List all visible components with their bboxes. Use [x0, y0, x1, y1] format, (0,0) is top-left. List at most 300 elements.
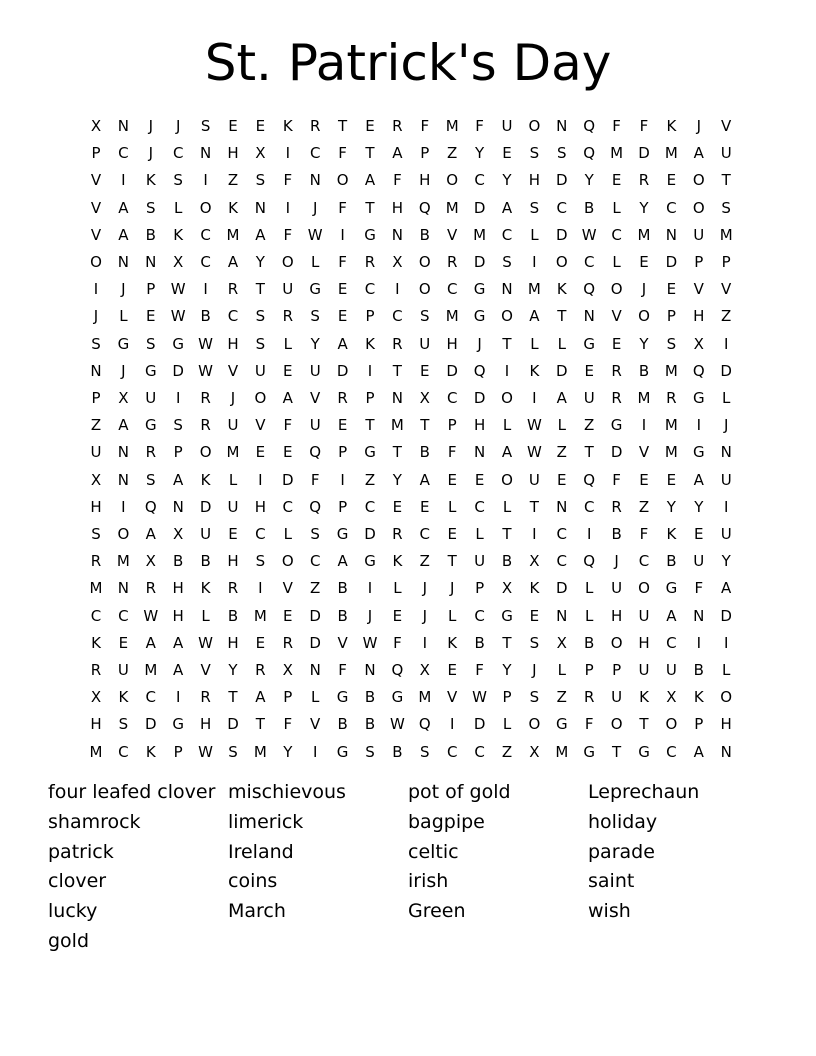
grid-letter: K [529, 579, 540, 598]
grid-letter: E [228, 525, 238, 543]
grid-letter: I [367, 579, 373, 598]
grid-letter: P [694, 253, 704, 271]
grid-letter: F [639, 117, 649, 135]
grid-letter: D [199, 497, 212, 516]
grid-letter: G [309, 280, 321, 299]
grid-letter: U [90, 443, 102, 462]
grid-letter: D [309, 606, 321, 625]
grid-letter: J [148, 117, 154, 135]
grid-letter: O [692, 171, 705, 190]
grid-letter: U [254, 361, 266, 380]
grid-letter: F [283, 715, 293, 734]
grid-letter: H [227, 144, 239, 163]
grid-letter: L [557, 661, 566, 679]
grid-letter: F [283, 416, 293, 435]
grid-letter: V [227, 361, 239, 380]
grid-letter: Q [583, 144, 596, 163]
grid-letter: A [666, 606, 677, 625]
grid-letter: J [641, 280, 647, 299]
grid-letter: X [173, 525, 184, 543]
grid-letter: W [307, 225, 323, 244]
grid-letter: O [418, 253, 431, 271]
grid-letter: L [201, 606, 210, 625]
grid-letter: A [337, 334, 348, 353]
grid-letter: G [364, 443, 376, 462]
grid-letter: W [198, 334, 214, 353]
grid-letter: P [721, 253, 731, 271]
grid-letter: X [282, 661, 293, 679]
grid-letter: K [639, 688, 649, 707]
grid-letter: S [255, 307, 266, 326]
grid-letter: I [258, 470, 263, 489]
grid-letter: C [364, 497, 376, 516]
grid-letter: X [90, 470, 102, 489]
grid-letter: D [473, 253, 486, 271]
grid-letter: V [638, 443, 650, 462]
grid-letter: S [255, 334, 266, 353]
grid-letter: T [338, 117, 348, 135]
grid-letter: F [475, 117, 484, 135]
grid-letter: R [145, 579, 157, 598]
grid-letter: F [338, 198, 347, 217]
grid-letter: E [502, 144, 512, 163]
grid-letter: L [612, 198, 621, 217]
grid-letter: C [501, 225, 513, 244]
grid-letter: S [228, 742, 238, 761]
grid-letter: I [258, 579, 263, 598]
grid-letter: N [90, 361, 102, 380]
grid-letter: E [420, 361, 430, 380]
grid-letter: J [230, 389, 236, 407]
grid-letter: O [199, 443, 212, 462]
grid-letter: Q [418, 198, 431, 217]
grid-letter: P [91, 389, 101, 407]
word-list-item: holiday [588, 810, 658, 833]
grid-letter: W [472, 688, 488, 707]
grid-letter: I [723, 497, 729, 516]
grid-letter: C [666, 633, 677, 652]
grid-letter: S [310, 525, 320, 543]
grid-letter: W [170, 307, 186, 326]
grid-letter: K [693, 688, 704, 707]
grid-letter: O [528, 715, 541, 734]
word-list-item: clover [48, 870, 107, 893]
grid-letter: H [446, 334, 458, 353]
grid-letter: B [392, 742, 403, 761]
grid-letter: U [638, 661, 650, 679]
grid-letter: C [392, 307, 403, 326]
grid-letter: P [91, 144, 101, 163]
grid-letter: P [173, 742, 183, 761]
word-column [408, 778, 588, 927]
grid-letter: B [584, 633, 595, 652]
grid-letter: L [283, 525, 292, 543]
grid-letter: H [254, 497, 267, 516]
grid-letter: P [173, 443, 183, 462]
grid-letter: Q [309, 443, 322, 462]
grid-letter: Y [228, 661, 238, 679]
word-list-item: pot of gold [408, 781, 511, 803]
grid-letter: F [338, 253, 347, 271]
grid-letter: Y [584, 171, 594, 190]
grid-letter: R [200, 416, 211, 435]
grid-letter: V [90, 225, 102, 244]
grid-letter: D [720, 606, 732, 625]
grid-letter: X [556, 633, 567, 652]
grid-letter: X [392, 253, 403, 271]
grid-letter: A [255, 225, 266, 244]
grid-letter: G [610, 416, 623, 435]
grid-letter: X [90, 688, 102, 707]
grid-letter: K [145, 171, 156, 190]
grid-letter: S [146, 198, 156, 217]
grid-letter: S [310, 307, 320, 326]
grid-letter: X [419, 661, 430, 679]
grid-letter: B [337, 579, 348, 598]
grid-letter: F [310, 470, 320, 489]
word-list-item: coins [228, 870, 278, 893]
grid-letter: R [200, 688, 211, 707]
grid-letter: R [666, 389, 677, 407]
grid-letter: I [175, 389, 181, 407]
grid-letter: I [586, 525, 592, 543]
grid-letter: E [666, 470, 677, 489]
grid-letter: R [583, 688, 595, 707]
grid-letter: I [422, 633, 428, 652]
grid-letter: E [639, 253, 649, 271]
grid-letter: D [446, 361, 458, 380]
grid-letter: N [556, 497, 568, 516]
grid-letter: G [638, 742, 650, 761]
grid-letter: K [392, 552, 403, 571]
grid-letter: N [199, 144, 212, 163]
grid-letter: X [693, 334, 704, 353]
grid-letter: O [501, 307, 513, 326]
grid-letter: E [337, 307, 348, 326]
grid-letter: T [584, 443, 594, 462]
grid-letter: N [693, 606, 705, 625]
grid-letter: B [666, 552, 677, 571]
grid-letter: O [281, 253, 294, 271]
grid-letter: A [282, 389, 293, 407]
word-list-item: celtic [408, 840, 459, 863]
grid-letter: H [638, 633, 650, 652]
grid-letter: A [118, 225, 129, 244]
grid-letter: L [530, 334, 539, 353]
grid-letter: D [556, 225, 568, 244]
grid-letter: Q [583, 117, 596, 135]
grid-letter: M [89, 742, 103, 761]
grid-letter: M [637, 225, 651, 244]
grid-letter: Y [639, 198, 649, 217]
word-list-item: lucky [48, 900, 98, 923]
grid-letter: Z [310, 579, 321, 598]
grid-letter: U [720, 525, 732, 543]
grid-letter: N [720, 742, 732, 761]
grid-letter: F [393, 171, 402, 190]
grid-letter: Y [694, 497, 704, 516]
grid-letter: V [447, 225, 458, 244]
grid-letter: O [199, 198, 212, 217]
grid-letter: P [283, 688, 293, 707]
grid-letter: L [585, 606, 594, 625]
grid-letter: R [392, 334, 403, 353]
grid-letter: D [720, 361, 732, 380]
grid-letter: Q [692, 361, 705, 380]
grid-letter: M [473, 225, 487, 244]
grid-letter: A [337, 552, 348, 571]
grid-letter: O [720, 688, 733, 707]
word-list-item: Ireland [228, 840, 294, 863]
grid-letter: H [391, 198, 404, 217]
grid-letter: Q [583, 280, 596, 299]
grid-letter: A [364, 171, 376, 190]
grid-letter: R [90, 552, 102, 571]
grid-letter: C [282, 497, 294, 516]
grid-letter: W [198, 633, 214, 652]
grid-letter: I [723, 334, 729, 353]
grid-letter: Y [721, 552, 731, 571]
word-list-item: bagpipe [408, 810, 485, 833]
grid-letter: G [391, 688, 404, 707]
word-list-item: Green [408, 900, 466, 923]
grid-letter: M [527, 280, 541, 299]
grid-letter: U [693, 225, 705, 244]
grid-letter: Z [721, 307, 732, 326]
grid-letter: T [502, 334, 512, 353]
grid-letter: E [557, 470, 567, 489]
grid-letter: S [146, 470, 156, 489]
grid-letter: N [172, 497, 184, 516]
grid-letter: B [173, 552, 184, 571]
grid-letter: A [556, 389, 567, 407]
grid-letter: C [227, 307, 239, 326]
grid-letter: F [283, 171, 293, 190]
grid-letter: G [336, 525, 349, 543]
grid-letter: R [227, 280, 239, 299]
grid-letter: L [557, 416, 566, 435]
grid-letter: N [556, 606, 568, 625]
grid-letter: S [529, 198, 540, 217]
grid-letter: R [392, 525, 403, 543]
grid-letter: Z [419, 552, 430, 571]
grid-letter: U [227, 497, 239, 516]
grid-letter: L [722, 661, 731, 679]
grid-letter: J [121, 361, 126, 380]
grid-letter: T [255, 280, 265, 299]
grid-letter: B [638, 361, 650, 380]
grid-letter: S [420, 307, 430, 326]
grid-letter: O [254, 389, 267, 407]
grid-letter: R [255, 661, 266, 679]
grid-letter: N [583, 307, 595, 326]
grid-letter: V [90, 198, 102, 217]
grid-letter: B [611, 525, 622, 543]
grid-letter: E [255, 633, 266, 652]
grid-letter: M [664, 416, 678, 435]
grid-letter: I [723, 633, 729, 652]
grid-letter: M [253, 606, 267, 625]
grid-letter: B [364, 688, 376, 707]
grid-letter: G [692, 443, 705, 462]
grid-letter: F [694, 579, 704, 598]
grid-letter: T [392, 443, 402, 462]
grid-letter: U [227, 416, 239, 435]
grid-letter: S [146, 334, 156, 353]
grid-letter: D [665, 253, 678, 271]
grid-letter: W [198, 742, 214, 761]
grid-letter: A [173, 661, 184, 679]
grid-letter: M [253, 742, 267, 761]
grid-letter: J [175, 117, 181, 135]
grid-letter: L [612, 253, 621, 271]
grid-letter: S [173, 416, 183, 435]
grid-letter: J [148, 144, 154, 163]
grid-letter: D [309, 633, 321, 652]
grid-letter: Z [638, 497, 650, 516]
grid-letter: C [583, 497, 595, 516]
grid-letter: R [611, 361, 622, 380]
grid-letter: L [530, 225, 539, 244]
grid-letter: M [89, 579, 103, 598]
grid-letter: A [721, 579, 732, 598]
grid-letter: S [91, 525, 101, 543]
page-title: St. Patrick's Day [204, 34, 612, 92]
grid-letter: Y [502, 171, 512, 190]
grid-letter: F [447, 443, 457, 462]
grid-letter: X [419, 389, 430, 407]
grid-letter: H [172, 606, 184, 625]
grid-letter: K [145, 742, 156, 761]
grid-letter: G [501, 606, 513, 625]
grid-letter: Z [447, 144, 458, 163]
grid-letter: L [557, 334, 566, 353]
grid-letter: C [118, 144, 129, 163]
grid-letter: U [611, 579, 623, 598]
grid-letter: I [532, 525, 537, 543]
grid-letter: N [145, 253, 157, 271]
grid-letter: X [118, 389, 129, 407]
grid-letter: G [172, 334, 184, 353]
grid-letter: V [721, 280, 732, 299]
grid-letter: B [693, 661, 704, 679]
grid-letter: Y [310, 334, 320, 353]
grid-letter: D [638, 144, 650, 163]
grid-letter: A [392, 144, 403, 163]
grid-letter: O [555, 253, 568, 271]
grid-letter: R [282, 307, 294, 326]
grid-letter: H [90, 715, 102, 734]
grid-letter: K [556, 280, 567, 299]
grid-letter: O [281, 552, 294, 571]
grid-letter: C [118, 606, 129, 625]
grid-letter: L [174, 198, 183, 217]
grid-letter: E [365, 117, 375, 135]
grid-letter: E [611, 334, 622, 353]
grid-letter: I [340, 470, 345, 489]
grid-letter: X [90, 117, 102, 135]
grid-letter: G [364, 552, 376, 571]
grid-letter: E [666, 171, 677, 190]
grid-letter: B [227, 606, 239, 625]
grid-letter: U [419, 334, 431, 353]
grid-letter: G [364, 225, 376, 244]
grid-letter: C [90, 606, 102, 625]
grid-letter: W [389, 715, 405, 734]
grid-letter: E [255, 443, 266, 462]
grid-letter: C [118, 742, 129, 761]
grid-letter: T [392, 361, 402, 380]
grid-letter: B [501, 552, 513, 571]
grid-letter: L [448, 606, 457, 625]
grid-letter: A [693, 144, 704, 163]
grid-letter: B [337, 715, 348, 734]
word-list-item: four leafed clover [48, 781, 216, 803]
grid-letter: K [173, 225, 184, 244]
grid-letter: G [144, 361, 157, 380]
grid-letter: S [529, 144, 540, 163]
grid-letter: B [584, 198, 595, 217]
grid-letter: S [557, 144, 567, 163]
grid-letter: C [474, 497, 485, 516]
grid-letter: O [501, 470, 513, 489]
grid-letter: N [309, 661, 321, 679]
grid-letter: I [395, 280, 400, 299]
grid-letter: S [365, 742, 375, 761]
grid-letter: E [146, 307, 156, 326]
grid-letter: T [502, 633, 512, 652]
grid-letter: B [419, 443, 430, 462]
grid-letter: A [693, 742, 704, 761]
grid-letter: M [226, 443, 240, 462]
grid-letter: T [365, 144, 375, 163]
grid-letter: J [312, 198, 318, 217]
grid-letter: Z [584, 416, 595, 435]
grid-letter: P [365, 389, 375, 407]
grid-letter: G [144, 416, 157, 435]
grid-letter: C [200, 225, 211, 244]
grid-letter: C [666, 198, 677, 217]
grid-letter: S [200, 117, 211, 135]
grid-letter: A [118, 416, 129, 435]
grid-letter: K [200, 579, 211, 598]
grid-letter: H [227, 552, 239, 571]
grid-letter: K [447, 633, 458, 652]
grid-letter: N [117, 443, 129, 462]
grid-letter: I [696, 416, 702, 435]
grid-letter: D [145, 715, 157, 734]
grid-letter: T [502, 525, 512, 543]
word-list-item: saint [588, 870, 635, 893]
grid-letter: T [365, 198, 375, 217]
grid-letter: D [364, 525, 376, 543]
grid-letter: O [665, 715, 678, 734]
grid-letter: C [474, 606, 485, 625]
grid-letter: U [282, 280, 294, 299]
grid-letter: J [422, 579, 428, 598]
grid-letter: C [309, 552, 321, 571]
grid-letter: A [419, 470, 430, 489]
grid-letter: V [693, 280, 704, 299]
grid-letter: I [121, 497, 126, 516]
grid-letter: E [392, 606, 403, 625]
grid-letter: I [312, 742, 318, 761]
grid-letter: T [420, 416, 430, 435]
grid-letter: E [666, 280, 677, 299]
grid-letter: F [584, 715, 594, 734]
grid-letter: R [309, 117, 321, 135]
grid-letter: P [338, 497, 348, 516]
